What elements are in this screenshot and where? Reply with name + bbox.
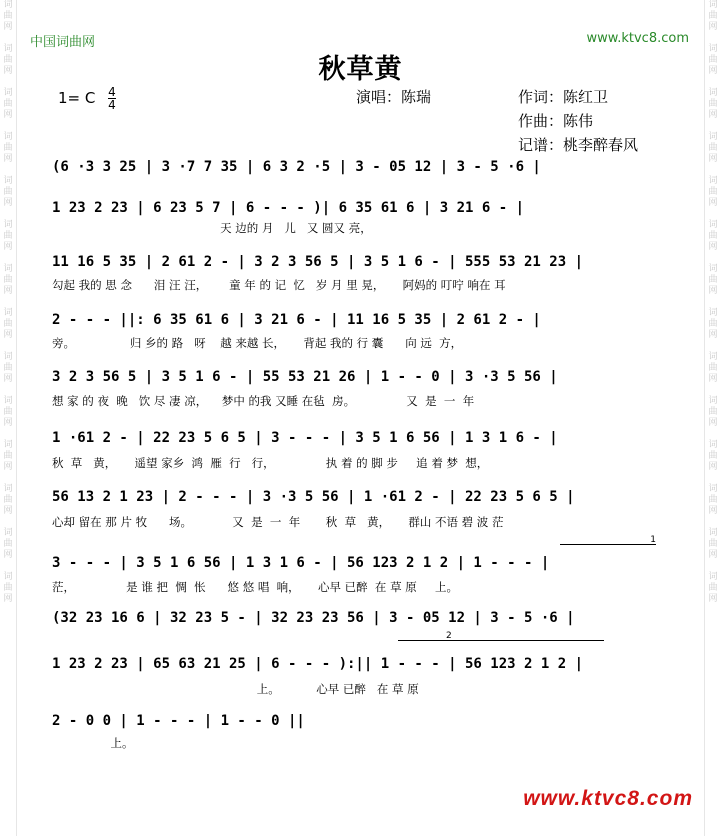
notation-line: 3 - - - | 3 5 1 6 56 | 1 3 1 6 - | 56 123 2 1 2 | 1 - - - | <box>52 555 550 571</box>
lyric-line: 秋 草 黄， 遥望 家乡 鸿 雁 行 行， 执 着 的 脚 步 追 着 梦 想， <box>52 456 489 470</box>
lyric-line: 心却 留在 那 片 牧 场。 又 是 一 年 秋 草 黄， 群山 不语 碧 波 茫 <box>52 515 504 529</box>
time-bottom: 4 <box>108 98 116 112</box>
notation-line: 2 - 0 0 | 1 - - - | 1 - - 0 || <box>52 713 305 729</box>
notation-line: (6 ·3 3 25 | 3 ·7 7 35 | 6 3 2 ·5 | 3 - 05 12 | 3 - 5 ·6 | <box>52 159 541 175</box>
song-title: 秋草黄 <box>318 54 403 85</box>
lyric-line: 茫， 是 谁 把 惆 怅 悠 悠 唱 响， 心早 已醉 在 草 原 上。 <box>52 580 458 594</box>
lyricist-credit: 作词：陈红卫 <box>518 88 609 106</box>
lyric-line: 上。 <box>52 736 134 750</box>
site-name[interactable]: 中国词曲网 <box>30 35 96 50</box>
lyric-line: 旁。 归 乡的 路 呀 越 来越 长， 背起 我的 行 囊 向 远 方， <box>52 336 463 350</box>
lyric-line: 天 边的 月 儿 又 圆又 亮， <box>52 221 372 235</box>
time-signature <box>108 86 116 111</box>
composer-credit: 作曲：陈伟 <box>518 112 594 130</box>
right-watermark-strip: 词 曲 网 词 曲 网 词 曲 网 词 曲 网 词 曲 网 词 曲 网 词 曲 网 词 曲 网 词 曲 网 词 曲 网 词 曲 网 词 曲 网 词 曲 网 词 曲 网 <box>704 0 721 836</box>
site-url[interactable]: www.ktvc8.com <box>586 31 689 46</box>
lyric-line: 想 家 的 夜 晚 饮 尽 凄 凉， 梦中 的我 又睡 在毡 房。 又 是 一 年 <box>52 394 475 408</box>
singer-credit: 演唱：陈瑞 <box>356 88 432 106</box>
notation-line: 1 23 2 23 | 6 23 5 7 | 6 - - - )| 6 35 61 6 | 3 21 6 - | <box>52 200 525 216</box>
transcriber-credit: 记谱：桃李醉春风 <box>518 136 639 154</box>
notation-line: 2 - - - ||: 6 35 61 6 | 3 21 6 - | 11 16 5 35 | 2 61 2 - | <box>52 312 541 328</box>
lyric-line: 勾起 我的 思 念 泪 汪 汪， 童 年 的 记 忆 岁 月 里 晃， 阿妈的 叮咛 响在 耳 <box>52 278 506 292</box>
left-watermark-strip: 词 曲 网 词 曲 网 词 曲 网 词 曲 网 词 曲 网 词 曲 网 词 曲 网 词 曲 网 词 曲 网 词 曲 网 词 曲 网 词 曲 网 词 曲 网 词 曲 网 <box>0 0 17 836</box>
notation-line: 56 13 2 1 23 | 2 - - - | 3 ·3 5 56 | 1 ·61 2 - | 22 23 5 6 5 | <box>52 489 575 505</box>
key-signature <box>58 86 116 111</box>
notation-line: (32 23 16 6 | 32 23 5 - | 32 23 23 56 | 3 - 05 12 | 3 - 5 ·6 | <box>52 610 575 626</box>
notation-line: 1 23 2 23 | 65 63 21 25 | 6 - - - ):|| 1 - - - | 56 123 2 1 2 | <box>52 656 584 672</box>
site-logo: www.ktvc8.com <box>523 787 693 810</box>
volta-bracket-2: 2 <box>398 640 604 647</box>
key-label: 1= C <box>58 89 96 107</box>
lyric-line <box>52 179 682 195</box>
time-top: 4 <box>108 85 116 99</box>
volta-bracket-1: 1 <box>560 544 656 551</box>
notation-line: 3 2 3 56 5 | 3 5 1 6 - | 55 53 21 26 | 1 - - 0 | 3 ·3 5 56 | <box>52 369 558 385</box>
notation-line: 11 16 5 35 | 2 61 2 - | 3 2 3 56 5 | 3 5 1 6 - | 555 53 21 23 | <box>52 254 584 270</box>
notation-line: 1 ·61 2 - | 22 23 5 6 5 | 3 - - - | 3 5 1 6 56 | 1 3 1 6 - | <box>52 430 558 446</box>
lyric-line: 上。 心早 已醉 在 草 原 <box>52 682 419 696</box>
